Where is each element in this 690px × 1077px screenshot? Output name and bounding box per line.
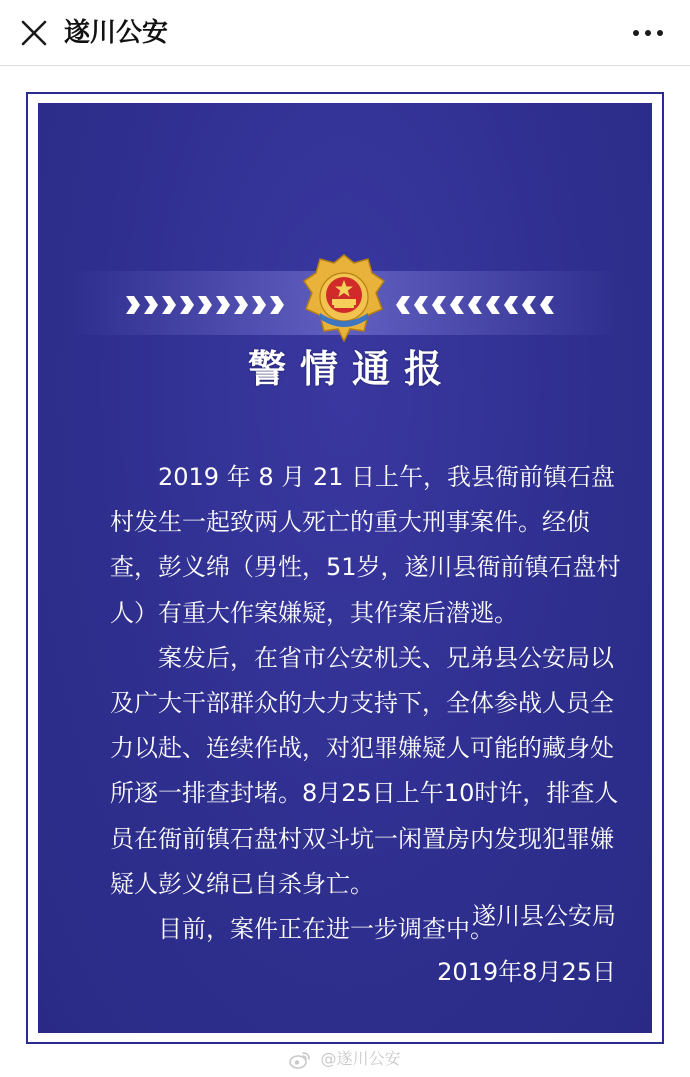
police-emblem-icon [302,253,386,343]
weibo-icon [289,1051,311,1069]
notice-paragraph: 案发后，在省市公安机关、兄弟县公安局以及广大干部群众的大力支持下，全体参战人员全力以赴、连续作战，对犯罪嫌疑人可能的藏身处所逐一排查封堵。8月25日上午10时许，排查人员在衙前镇石盘村双斗坑一闲置房内发现犯罪嫌疑人彭义绵已自杀身亡。 [110,643,619,898]
close-icon [14,13,54,53]
notice-date: 2019年8月25日 [437,958,616,986]
notice-paragraph: 目前，案件正在进一步调查中。 [158,915,494,944]
notice-title: 警情通报 [247,347,456,391]
more-button[interactable] [628,18,668,48]
notice-body [110,455,622,952]
page-title: 遂川公安 [64,18,169,48]
watermark-text: @遂川公安 [320,1049,401,1068]
right-chevrons-decoration [396,293,556,317]
notice-paragraph: 2019 年 8 月 21 日上午，我县衙前镇石盘村发生一起致两人死亡的重大刑事案件。经侦查，彭义绵（男性，51岁，遂川县衙前镇石盘村人）有重大作案嫌疑，其作案后潜逃。 [110,463,621,627]
more-horizontal-icon [628,18,668,48]
left-chevrons-decoration [124,293,284,317]
weibo-watermark [0,1046,690,1072]
close-button[interactable] [14,13,54,53]
top-bar [0,0,690,66]
notice-poster [38,103,652,1033]
notice-signature: 遂川县公安局 [472,902,616,930]
